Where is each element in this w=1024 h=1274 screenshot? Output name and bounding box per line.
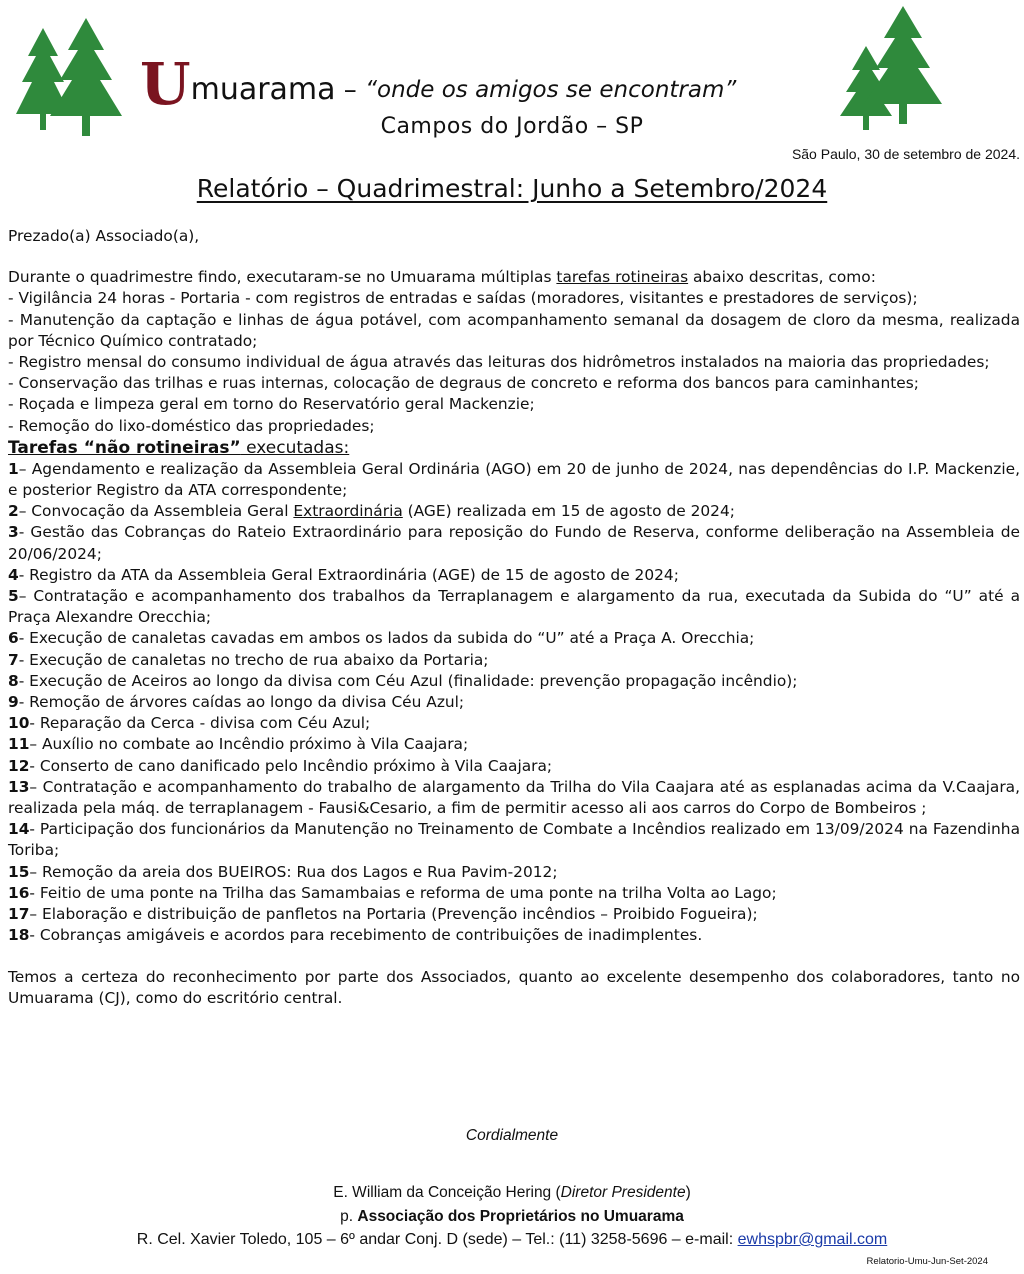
- task-item: [8, 713, 1020, 734]
- task-item: [8, 459, 1020, 501]
- task-item: [8, 522, 1020, 564]
- task-number: 6: [8, 629, 19, 648]
- task-number: 14: [8, 820, 30, 839]
- task-text: - Reparação da Cerca - divisa com Céu Azul;: [29, 714, 371, 733]
- org-prefix: p.: [340, 1208, 358, 1225]
- task-item: [8, 756, 1020, 777]
- task-item: [8, 925, 1020, 946]
- task-number: 13: [8, 777, 30, 796]
- task-number: 2: [8, 502, 19, 521]
- task-text: - Cobranças amigáveis e acordos para recebimento de contribuições de inadimplentes.: [29, 926, 703, 945]
- nonroutine-title-rest: executadas:: [240, 437, 350, 458]
- task-text: – Elaboração e distribuição de panfletos na Portaria (Prevenção incêndios – Proibido Fogueira);: [29, 905, 758, 924]
- task-text: – Contratação e acompanhamento do trabalho de alargamento da Trilha do Vila Caajara até as esplanadas acima da V.Caajara, realizada pela máq. de terraplanagem - Fausi&Cesario, a fim de permitir acesso ali aos carros do Corpo de Bombeiros ;: [8, 777, 1020, 818]
- task-number: 5: [8, 587, 19, 606]
- report-body: [8, 226, 1020, 1009]
- task-number: 9: [8, 693, 19, 712]
- brand-slogan: “onde os amigos se encontram”: [365, 77, 737, 103]
- brand-name: muarama: [190, 72, 336, 107]
- task-number: 16: [8, 883, 30, 902]
- task-item: [8, 628, 1020, 649]
- routine-item: - Conservação das trilhas e ruas internas, colocação de degraus de concreto e reforma dos bancos para caminhantes;: [8, 374, 919, 393]
- signature-name: [0, 1184, 1024, 1202]
- routine-item: - Remoção do lixo-doméstico das propriedades;: [8, 416, 375, 435]
- task-text-underlined: Extraordinária: [293, 502, 403, 521]
- brand-dash: –: [335, 75, 366, 105]
- signer-name-end: ): [685, 1184, 691, 1201]
- conclusion-paragraph: Temos a certeza do reconhecimento por parte dos Associados, quanto ao excelente desempenho dos colaboradores, tanto no Umuarama (CJ), como do escritório central.: [8, 967, 1020, 1007]
- task-number: 7: [8, 650, 19, 669]
- report-title: Relatório – Quadrimestral: Junho a Setembro/2024: [196, 174, 828, 203]
- task-item: [8, 734, 1020, 755]
- task-number: 17: [8, 905, 30, 924]
- task-item: [8, 777, 1020, 819]
- nonroutine-title-bold: Tarefas “não rotineiras”: [8, 437, 241, 458]
- routine-item: - Roçada e limpeza geral em torno do Reservatório geral Mackenzie;: [8, 395, 535, 414]
- email-link[interactable]: ewhspbr@gmail.com: [737, 1231, 888, 1248]
- task-text: - Registro da ATA da Assembleia Geral Extraordinária (AGE) de 15 de agosto de 2024;: [18, 565, 679, 584]
- task-text: - Execução de Aceiros ao longo da divisa com Céu Azul (finalidade: prevenção propagação incêndio);: [18, 671, 798, 690]
- task-text: - Execução de canaletas cavadas em ambos os lados da subida do “U” até a Praça A. Orecchia;: [18, 629, 755, 648]
- task-item: [8, 501, 1020, 522]
- task-item: [8, 883, 1020, 904]
- document-reference: Relatorio-Umu-Jun-Set-2024: [866, 1256, 988, 1267]
- task-text: – Remoção da areia dos BUEIROS: Rua dos Lagos e Rua Pavim-2012;: [29, 862, 558, 881]
- intro-underlined: tarefas rotineiras: [556, 268, 689, 287]
- dateline: São Paulo, 30 de setembro de 2024.: [791, 146, 1020, 162]
- intro-before: Durante o quadrimestre findo, executaram-se no Umuarama múltiplas: [8, 268, 557, 287]
- task-text: - Execução de canaletas no trecho de rua abaixo da Portaria;: [18, 650, 489, 669]
- routine-item: - Vigilância 24 horas - Portaria - com registros de entradas e saídas (moradores, visitantes e prestadores de serviços);: [8, 289, 918, 308]
- task-text: – Convocação da Assembleia Geral: [18, 502, 294, 521]
- task-number: 15: [8, 862, 30, 881]
- task-text: – Auxílio no combate ao Incêndio próximo à Vila Caajara;: [29, 735, 469, 754]
- brand-header: [140, 50, 737, 118]
- task-text: - Feitio de uma ponte na Trilha das Samambaias e reforma de uma ponte na trilha Volta ao Lago;: [29, 883, 777, 902]
- task-number: 4: [8, 565, 19, 584]
- closing-salutation: Cordialmente: [465, 1127, 559, 1144]
- signature-address: [0, 1231, 1024, 1249]
- task-item: [8, 586, 1020, 628]
- task-item: [8, 904, 1020, 925]
- brand-initial: U: [140, 50, 191, 118]
- routine-item: - Registro mensal do consumo individual de água através das leituras dos hidrômetros instalados na maioria das propriedades;: [8, 353, 990, 372]
- task-number: 1: [8, 459, 19, 478]
- task-text: – Agendamento e realização da Assembleia Geral Ordinária (AGO) em 20 de junho de 2024, nas dependências do I.P. Mackenzie, e posterior Registro da ATA correspondente;: [8, 459, 1020, 500]
- task-text: - Participação dos funcionários da Manutenção no Treinamento de Combate a Incêndios realizado em 13/09/2024 na Fazendinha Toriba;: [8, 820, 1020, 860]
- task-number: 12: [8, 756, 30, 775]
- signer-name: E. William da Conceição Hering (: [333, 1184, 561, 1201]
- signer-role: Diretor Presidente: [560, 1184, 686, 1201]
- task-item: [8, 819, 1020, 861]
- org-name: Associação dos Proprietários no Umuarama: [357, 1208, 684, 1225]
- task-number: 18: [8, 926, 30, 945]
- task-text: - Gestão das Cobranças do Rateio Extraordinário para reposição do Fundo de Reserva, conforme deliberação na Assembleia de 20/06/2024;: [8, 523, 1020, 563]
- task-number: 10: [8, 714, 30, 733]
- intro-paragraph: [8, 267, 1020, 288]
- task-text: – Contratação e acompanhamento dos trabalhos da Terraplanagem e alargamento da rua, executada da Subida do “U” até a Praça Alexandre Orecchia;: [8, 587, 1020, 627]
- nonroutine-section-title: [8, 437, 1020, 459]
- pine-tree-icon: [860, 4, 946, 130]
- task-number: 11: [8, 735, 30, 754]
- greeting: Prezado(a) Associado(a),: [8, 227, 200, 245]
- task-item: [8, 565, 1020, 586]
- task-item: [8, 862, 1020, 883]
- routine-item: - Manutenção da captação e linhas de água potável, com acompanhamento semanal da dosagem de cloro da mesma, realizada por Técnico Químico contratado;: [8, 310, 1020, 350]
- task-item: [8, 671, 1020, 692]
- task-text: - Conserto de cano danificado pelo Incêndio próximo à Vila Caajara;: [29, 756, 553, 775]
- task-number: 8: [8, 671, 19, 690]
- task-text: - Remoção de árvores caídas ao longo da divisa Céu Azul;: [18, 693, 465, 712]
- intro-after: abaixo descritas, como:: [688, 268, 876, 287]
- task-number: 3: [8, 523, 19, 542]
- signature-organization: [0, 1208, 1024, 1226]
- task-item: [8, 692, 1020, 713]
- address-text: R. Cel. Xavier Toledo, 105 – 6º andar Conj. D (sede) – Tel.: (11) 3258-5696 – e-mail:: [136, 1231, 738, 1248]
- task-item: [8, 650, 1020, 671]
- city-line: Campos do Jordão – SP: [380, 114, 644, 139]
- task-text-after: (AGE) realizada em 15 de agosto de 2024;: [402, 502, 735, 521]
